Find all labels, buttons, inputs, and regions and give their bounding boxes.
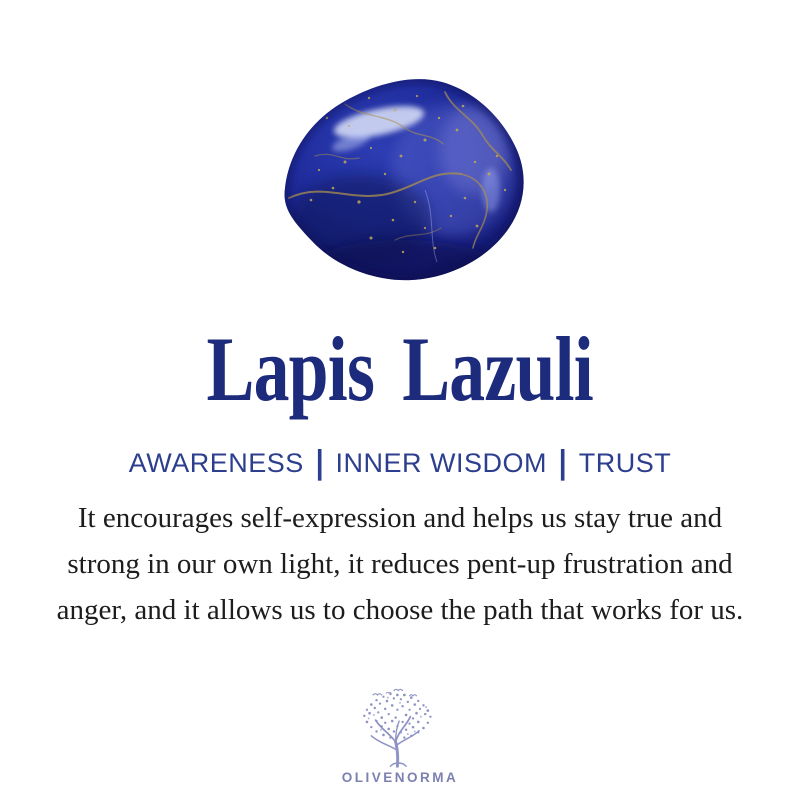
- tree-of-life-logo-icon: [352, 688, 448, 768]
- description-line: It encourages self-expression and helps us stay true and: [77, 502, 723, 534]
- lapis-lazuli-stone-photo: [275, 70, 525, 282]
- description-line: strong in our own light, it reduces pent-up frustration and: [67, 548, 733, 580]
- keywords-row: [128, 443, 672, 480]
- brand-name: OLIVENORMA: [341, 770, 459, 785]
- keyword-trust: TRUST: [578, 448, 672, 478]
- keyword-awareness: AWARENESS: [128, 448, 304, 478]
- page-title: Lapis Lazuli: [206, 318, 594, 420]
- lapis-lazuli-stone-image: [275, 70, 525, 282]
- separator-bar: |: [315, 443, 324, 480]
- description-line: anger, and it allows us to choose the path that works for us.: [56, 594, 744, 626]
- brand-footer: [342, 688, 459, 785]
- keyword-inner-wisdom: INNER WISDOM: [335, 448, 548, 478]
- description-paragraph: [10, 495, 790, 633]
- separator-bar: |: [558, 443, 568, 480]
